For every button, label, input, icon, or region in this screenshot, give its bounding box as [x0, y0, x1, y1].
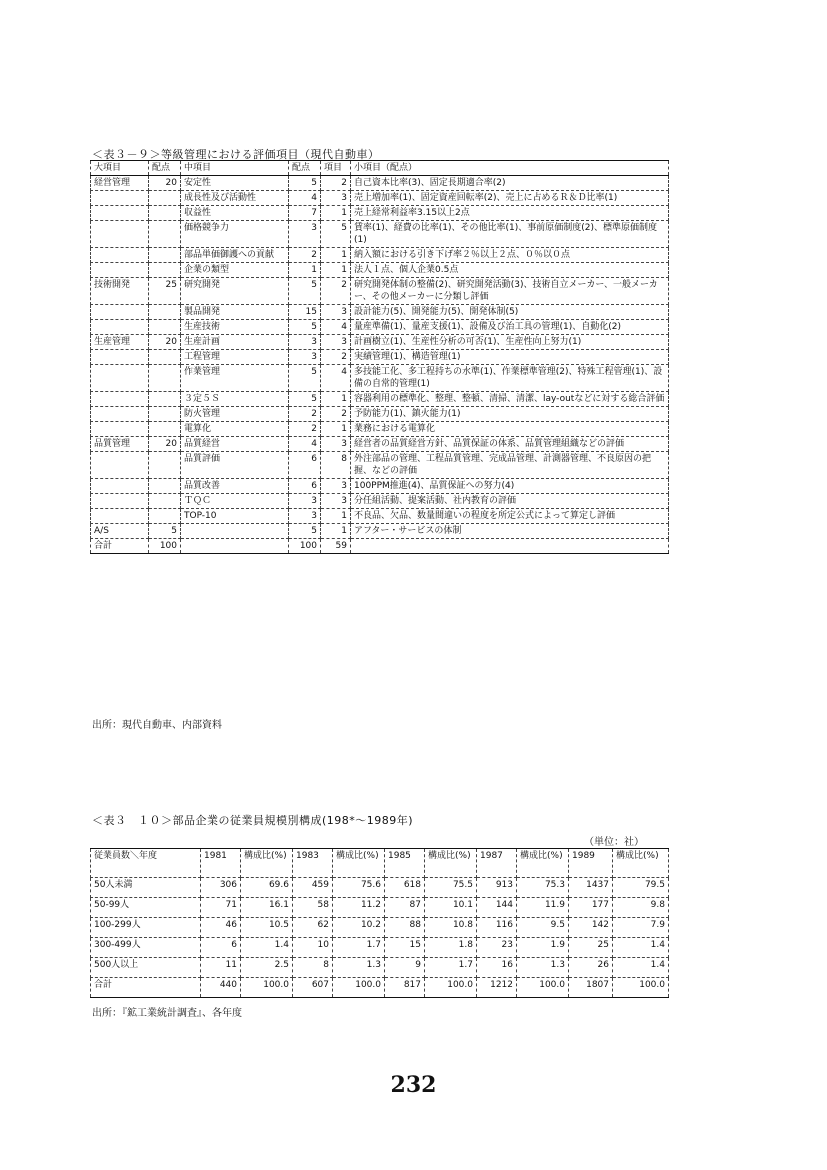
header-cell: 1987	[477, 849, 517, 878]
table-row	[91, 437, 669, 452]
table-cell: 6	[289, 452, 321, 479]
table-cell: 1.4	[241, 938, 293, 958]
table-header-row	[91, 161, 669, 176]
table-row	[91, 479, 669, 494]
table-cell: 9	[385, 958, 425, 978]
header-cell: 構成比(%)	[613, 849, 669, 878]
table-cell: 1.7	[425, 958, 477, 978]
table-cell: 5	[289, 365, 321, 392]
table-cell: 16	[477, 958, 517, 978]
table-cell: 7	[289, 206, 321, 221]
table-cell: 100.0	[613, 978, 669, 998]
table-cell: 外注部品の管理、工程品質管理、完成品管理、計測器管理、不良原因の把握、などの評価	[351, 452, 669, 479]
table-cell: 合計	[91, 978, 201, 998]
table-cell: 1.7	[333, 938, 385, 958]
table-cell: 459	[293, 878, 333, 898]
table-cell: 経営者の品質経営方針、品質保証の体系、品質管理組織などの評価	[351, 437, 669, 452]
table-row	[91, 176, 669, 191]
table-cell: 2.5	[241, 958, 293, 978]
table-cell: 100.0	[425, 978, 477, 998]
table-cell: 生産技術	[181, 320, 289, 335]
table-cell: 306	[201, 878, 241, 898]
table-cell: 1	[321, 524, 351, 539]
table2-title: ＜表３ １０＞部品企業の従業員規模別構成(198*～1989年)	[92, 814, 414, 827]
table-cell: 59	[321, 539, 351, 554]
table-cell: 100	[149, 539, 181, 554]
table-cell: 79.5	[613, 878, 669, 898]
table-cell: 3	[321, 437, 351, 452]
table-cell: 3	[321, 191, 351, 206]
table-row	[91, 335, 669, 350]
table-cell: 10.2	[333, 918, 385, 938]
table-cell: 工程管理	[181, 350, 289, 365]
table-cell: 品質経営	[181, 437, 289, 452]
table-cell: 4	[321, 365, 351, 392]
table-cell: 1.3	[333, 958, 385, 978]
table-cell: 容器利用の標準化、整理、整頓、清掃、清潔、lay-outなどに対する総合評価	[351, 392, 669, 407]
table-cell: 価格競争力	[181, 221, 289, 248]
table-cell: 75.6	[333, 878, 385, 898]
table-row	[91, 509, 669, 524]
table-cell: 3	[289, 350, 321, 365]
header-cell: 配点	[289, 161, 321, 176]
table-cell: 3	[289, 509, 321, 524]
table-cell: 品質管理	[91, 437, 149, 452]
table-cell	[91, 407, 149, 422]
table-cell: 品質改善	[181, 479, 289, 494]
table-row	[91, 958, 669, 978]
table-cell: 2	[321, 350, 351, 365]
table-cell	[91, 365, 149, 392]
table-cell: 作業管理	[181, 365, 289, 392]
evaluation-items-table	[90, 160, 669, 554]
table-cell	[91, 350, 149, 365]
table-cell: TOP-10	[181, 509, 289, 524]
table-cell: 116	[477, 918, 517, 938]
table-cell: 1437	[569, 878, 613, 898]
table-cell: 生産管理	[91, 335, 149, 350]
table-cell	[149, 392, 181, 407]
table-cell: 売上増加率(1)、固定資産回転率(2)、売上に占めるＲ＆Ｄ比率(1)	[351, 191, 669, 206]
table-cell: 技術開発	[91, 278, 149, 305]
table-cell: 100-299人	[91, 918, 201, 938]
table-row	[91, 365, 669, 392]
header-cell: 配点	[149, 161, 181, 176]
table-cell	[149, 479, 181, 494]
table-cell: 研究開発	[181, 278, 289, 305]
table-cell: 5	[321, 221, 351, 248]
table-cell: 3	[289, 221, 321, 248]
table1-source: 出所：現代自動車、内部資料	[92, 720, 222, 731]
table-cell	[149, 221, 181, 248]
table-cell: 3	[321, 494, 351, 509]
table-cell: 100.0	[241, 978, 293, 998]
table-cell	[149, 191, 181, 206]
table-cell: 144	[477, 898, 517, 918]
table-cell	[91, 191, 149, 206]
header-cell: 項目	[321, 161, 351, 176]
header-cell: 中項目	[181, 161, 289, 176]
table-row	[91, 978, 669, 998]
table-row	[91, 392, 669, 407]
table-cell: 50人未満	[91, 878, 201, 898]
table-cell: 安定性	[181, 176, 289, 191]
table-cell: 20	[149, 335, 181, 350]
header-cell: 大項目	[91, 161, 149, 176]
table-cell	[91, 320, 149, 335]
table-cell: 6	[201, 938, 241, 958]
table-cell: 10.8	[425, 918, 477, 938]
table-cell: 25	[569, 938, 613, 958]
table-row	[91, 305, 669, 320]
table-cell: 4	[321, 320, 351, 335]
table-row	[91, 452, 669, 479]
table-cell: 10.5	[241, 918, 293, 938]
table-cell: 8	[293, 958, 333, 978]
table-cell	[181, 524, 289, 539]
table-cell: 100	[289, 539, 321, 554]
table-cell: 50-99人	[91, 898, 201, 918]
table-cell: 防火管理	[181, 407, 289, 422]
table2-unit: （単位：社）	[584, 837, 644, 848]
table-row	[91, 918, 669, 938]
table-cell: 3	[289, 494, 321, 509]
table-cell: 経営管理	[91, 176, 149, 191]
table-cell: 300-499人	[91, 938, 201, 958]
table-row	[91, 407, 669, 422]
table-cell: アフター・サービスの体制	[351, 524, 669, 539]
table-cell: 11.2	[333, 898, 385, 918]
header-cell: 構成比(%)	[517, 849, 569, 878]
table-cell: 合計	[91, 539, 149, 554]
table-cell: 62	[293, 918, 333, 938]
table-cell: 計画樹立(1)、生産性分析の可否(1)、生産性向上努力(1)	[351, 335, 669, 350]
table-cell: 8	[321, 452, 351, 479]
table-cell	[149, 206, 181, 221]
table-cell: 2	[321, 176, 351, 191]
table-cell: 1	[321, 422, 351, 437]
table-cell	[149, 422, 181, 437]
table-row	[91, 494, 669, 509]
table-cell: 142	[569, 918, 613, 938]
table-cell: 913	[477, 878, 517, 898]
table-row	[91, 221, 669, 248]
table-cell: 5	[149, 524, 181, 539]
table-cell: 量産準備(1)、量産支援(1)、設備及び治工具の管理(1)、自動化(2)	[351, 320, 669, 335]
table-cell: 6	[289, 479, 321, 494]
table-cell	[149, 407, 181, 422]
table-cell	[149, 365, 181, 392]
table-cell: 法人１点、個人企業0.5点	[351, 263, 669, 278]
table-cell: 1.4	[613, 958, 669, 978]
header-cell: 1983	[293, 849, 333, 878]
table-cell: 設計能力(5)、開発能力(5)、開発体制(5)	[351, 305, 669, 320]
table-cell	[149, 248, 181, 263]
table-cell: 15	[385, 938, 425, 958]
table-cell: 10	[293, 938, 333, 958]
table-cell: 10.1	[425, 898, 477, 918]
table-cell: 69.6	[241, 878, 293, 898]
table-row	[91, 422, 669, 437]
table-cell: 87	[385, 898, 425, 918]
table-cell: 部品単価御護への貢献	[181, 248, 289, 263]
table-cell: 業務における電算化	[351, 422, 669, 437]
header-cell: 構成比(%)	[333, 849, 385, 878]
employee-size-table	[90, 848, 669, 998]
table-cell: 賃率(1)、経費の比率(1)、その他比率(1)、事前原価制度(2)、標準原価制度(1)	[351, 221, 669, 248]
table-cell	[149, 350, 181, 365]
table-cell: 3	[321, 335, 351, 350]
table-cell: 88	[385, 918, 425, 938]
table-cell: 多技能工化、多工程持ちの水準(1)、作業標準管理(2)、特殊工程管理(1)、設備の自常的管理(1)	[351, 365, 669, 392]
table-cell	[91, 206, 149, 221]
table-cell	[149, 305, 181, 320]
table-cell: A/S	[91, 524, 149, 539]
table-cell: 1807	[569, 978, 613, 998]
table-cell: 15	[289, 305, 321, 320]
table-cell: 75.3	[517, 878, 569, 898]
table-cell: 3	[321, 479, 351, 494]
table-row	[91, 539, 669, 554]
page-number: 232	[390, 1072, 437, 1098]
table-cell: 1	[321, 263, 351, 278]
table-cell: 生産計画	[181, 335, 289, 350]
table-cell: 電算化	[181, 422, 289, 437]
table-cell: 3	[321, 305, 351, 320]
table-cell: 1.9	[517, 938, 569, 958]
table-cell: 9.5	[517, 918, 569, 938]
table2-source: 出所：『鉱工業統計調査』、各年度	[92, 1008, 242, 1019]
table-cell: 440	[201, 978, 241, 998]
table-cell	[91, 248, 149, 263]
table-cell: 75.5	[425, 878, 477, 898]
table-cell: 20	[149, 176, 181, 191]
table-cell: 2	[321, 278, 351, 305]
table-cell: 1	[321, 509, 351, 524]
table1-title: ＜表３－９＞等級管理における評価項目（現代自動車）	[92, 148, 380, 161]
header-cell: 1981	[201, 849, 241, 878]
table-cell	[351, 539, 669, 554]
table-cell: 5	[289, 524, 321, 539]
table-cell	[149, 509, 181, 524]
header-cell: 構成比(%)	[425, 849, 477, 878]
table-cell	[91, 494, 149, 509]
table-cell: 売上経常利益率3.15以上2点	[351, 206, 669, 221]
table-row	[91, 278, 669, 305]
table-cell: 100.0	[517, 978, 569, 998]
table-cell: 自己資本比率(3)、固定長期適合率(2)	[351, 176, 669, 191]
table-cell	[91, 452, 149, 479]
table-row	[91, 350, 669, 365]
table-cell: 11	[201, 958, 241, 978]
table-cell: 16.1	[241, 898, 293, 918]
table-cell: 177	[569, 898, 613, 918]
table-cell: 100PPM推進(4)、品質保証への努力(4)	[351, 479, 669, 494]
header-cell: 構成比(%)	[241, 849, 293, 878]
table-cell	[91, 305, 149, 320]
table-row	[91, 898, 669, 918]
table-cell: 品質評価	[181, 452, 289, 479]
table-cell: 618	[385, 878, 425, 898]
table-cell	[91, 221, 149, 248]
header-cell: 従業員数＼年度	[91, 849, 201, 878]
table-cell: 25	[149, 278, 181, 305]
table-row	[91, 524, 669, 539]
table-cell: 20	[149, 437, 181, 452]
table-cell: 製品開発	[181, 305, 289, 320]
table-cell: 46	[201, 918, 241, 938]
table-cell: 成長性及び活動性	[181, 191, 289, 206]
table-cell: 企業の類型	[181, 263, 289, 278]
table-cell: 5	[289, 320, 321, 335]
table-cell: 71	[201, 898, 241, 918]
table-cell: 研究開発体制の整備(2)、研究開発活動(3)、技術自立メーカー、一般メーカー、その他メーカーに分類し評価	[351, 278, 669, 305]
table-cell: 5	[289, 176, 321, 191]
table-cell: 1	[289, 263, 321, 278]
table-cell: 7.9	[613, 918, 669, 938]
table-cell: 納入額における引き下げ率２％以上２点、０％以０点	[351, 248, 669, 263]
table-cell: 23	[477, 938, 517, 958]
table-cell: 1.3	[517, 958, 569, 978]
table-cell: 9.8	[613, 898, 669, 918]
table-cell: 5	[289, 278, 321, 305]
table-cell: 予防能力(1)、鎮火能力(1)	[351, 407, 669, 422]
table-cell	[149, 494, 181, 509]
table-cell	[149, 263, 181, 278]
table-cell	[149, 320, 181, 335]
table-cell: 817	[385, 978, 425, 998]
table-cell: ３定５Ｓ	[181, 392, 289, 407]
table-cell	[91, 422, 149, 437]
table-cell: 1	[321, 392, 351, 407]
table-cell: 分任組活動、提案活動、社内教育の評価	[351, 494, 669, 509]
table-cell: 607	[293, 978, 333, 998]
table-cell: 500人以上	[91, 958, 201, 978]
table-cell: 1.8	[425, 938, 477, 958]
header-cell: 1989	[569, 849, 613, 878]
table-cell: 1	[321, 206, 351, 221]
table-cell: 1.4	[613, 938, 669, 958]
table-cell	[91, 479, 149, 494]
table-cell: 4	[289, 437, 321, 452]
table-cell: 収益性	[181, 206, 289, 221]
table-cell: 2	[289, 407, 321, 422]
table-cell: 100.0	[333, 978, 385, 998]
table-cell	[91, 509, 149, 524]
table-cell: 58	[293, 898, 333, 918]
table-cell: 1212	[477, 978, 517, 998]
table-cell: 2	[289, 248, 321, 263]
table-cell: 3	[289, 335, 321, 350]
table-cell	[149, 452, 181, 479]
table-cell	[91, 392, 149, 407]
table-row	[91, 263, 669, 278]
header-cell: 1985	[385, 849, 425, 878]
table-row	[91, 248, 669, 263]
table-cell: 1	[321, 248, 351, 263]
table-cell: 5	[289, 392, 321, 407]
table-cell	[181, 539, 289, 554]
table-row	[91, 878, 669, 898]
table-cell: 2	[321, 407, 351, 422]
header-cell: 小項目（配点）	[351, 161, 669, 176]
table-cell: 不良品、欠品、数量間違いの程度を所定公式によって算定し評価	[351, 509, 669, 524]
table-cell	[91, 263, 149, 278]
table-row	[91, 191, 669, 206]
table-cell: ＴＱＣ	[181, 494, 289, 509]
table-cell: 2	[289, 422, 321, 437]
table-header-row	[91, 849, 669, 878]
table-row	[91, 206, 669, 221]
table-cell: 4	[289, 191, 321, 206]
table-cell: 11.9	[517, 898, 569, 918]
table-cell: 実績管理(1)、構造管理(1)	[351, 350, 669, 365]
table-cell: 26	[569, 958, 613, 978]
table-row	[91, 320, 669, 335]
table-row	[91, 938, 669, 958]
